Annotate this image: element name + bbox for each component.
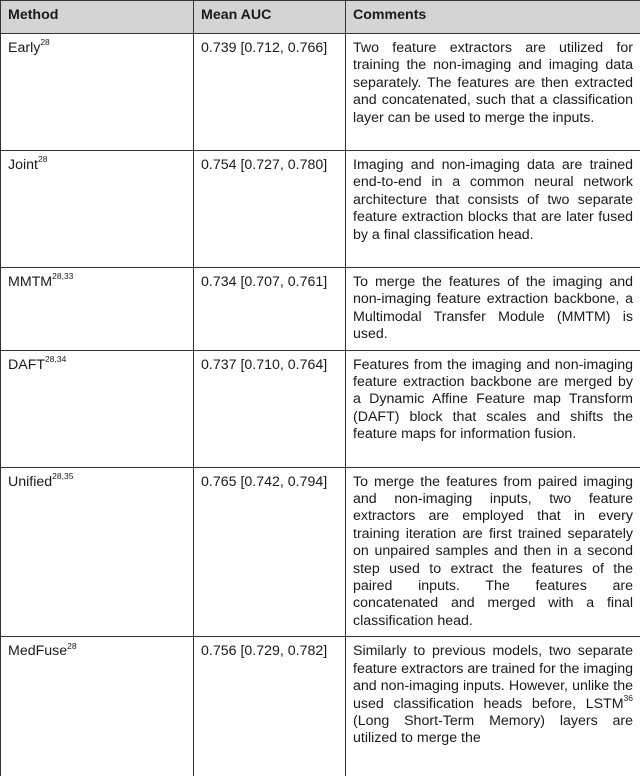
method-name: MedFuse <box>8 643 68 660</box>
table-row-unified <box>1 467 640 637</box>
auc-cell: 0.754 [0.727, 0.780] <box>194 151 346 268</box>
comment-cell: Imaging and non-imaging data are trained end-to-end in a common neural network architecture that consists of two separate feature extraction blocks that are later fused by a final classification head. <box>346 151 640 268</box>
comment-cell: Features from the imaging and non-imaging feature extraction backbone are merged by a Dynamic Affine Feature map Transform (DAFT) block that scales and shifts the feature maps for information fusion. <box>346 350 640 467</box>
method-cell <box>1 34 194 151</box>
table-row-daft <box>1 350 640 467</box>
method-name: Early <box>8 40 41 56</box>
method-name: Joint <box>8 157 38 173</box>
method-reference: 28 <box>67 640 77 651</box>
comment-cell: To merge the features from paired imaging and non-imaging inputs, two feature extractors are employed that in every training iteration are first trained separately on unpaired samples and then in a second step used to extract the features of the paired inputs. The features are concatenated and merged with a final classification head. <box>346 467 640 637</box>
comment-reference: 36 <box>623 692 633 703</box>
header-method: Method <box>1 1 194 34</box>
comment-text-continued: (Long Short-Term Memory) layers are utilized to merge the <box>353 712 633 747</box>
auc-cell: 0.737 [0.710, 0.764] <box>194 350 346 467</box>
auc-cell: 0.734 [0.707, 0.761] <box>194 268 346 351</box>
method-cell <box>1 151 194 268</box>
auc-cell: 0.739 [0.712, 0.766] <box>194 34 346 151</box>
header-comments: Comments <box>346 1 640 34</box>
table-row-early <box>1 34 640 151</box>
method-name: DAFT <box>8 356 46 373</box>
header-mean-auc: Mean AUC <box>194 1 346 34</box>
method-reference: 28,35 <box>52 470 74 481</box>
method-reference: 28,33 <box>52 271 74 282</box>
method-reference: 28 <box>40 37 50 48</box>
comment-cell: Two feature extractors are utilized for training the non-imaging and imaging data separately. The features are then extracted and concatenated, such that a classification layer can be used to merge the inputs. <box>346 34 640 151</box>
table-row-joint <box>1 151 640 268</box>
auc-cell: 0.756 [0.729, 0.782] <box>194 637 346 776</box>
method-cell <box>1 350 194 467</box>
method-name: MMTM <box>8 274 53 290</box>
method-cell <box>1 467 194 637</box>
table-row-mmtm <box>1 268 640 351</box>
method-cell <box>1 637 194 776</box>
table-row-medfuse <box>1 637 640 776</box>
method-reference: 28 <box>37 154 48 165</box>
comment-cell <box>346 637 640 776</box>
method-reference: 28,34 <box>45 353 67 364</box>
table-header-row <box>1 1 640 34</box>
method-name: Unified <box>8 473 53 490</box>
comment-text: Similarly to previous models, two separate feature extractors are trained for the imaging and non-imaging inputs. However, unlike the used classification heads before, LSTM <box>353 643 633 712</box>
auc-cell: 0.765 [0.742, 0.794] <box>194 467 346 637</box>
method-cell <box>1 268 194 351</box>
comment-cell: To merge the features of the imaging and non-imaging feature extraction backbone, a Multimodal Transfer Module (MMTM) is used. <box>346 268 640 351</box>
